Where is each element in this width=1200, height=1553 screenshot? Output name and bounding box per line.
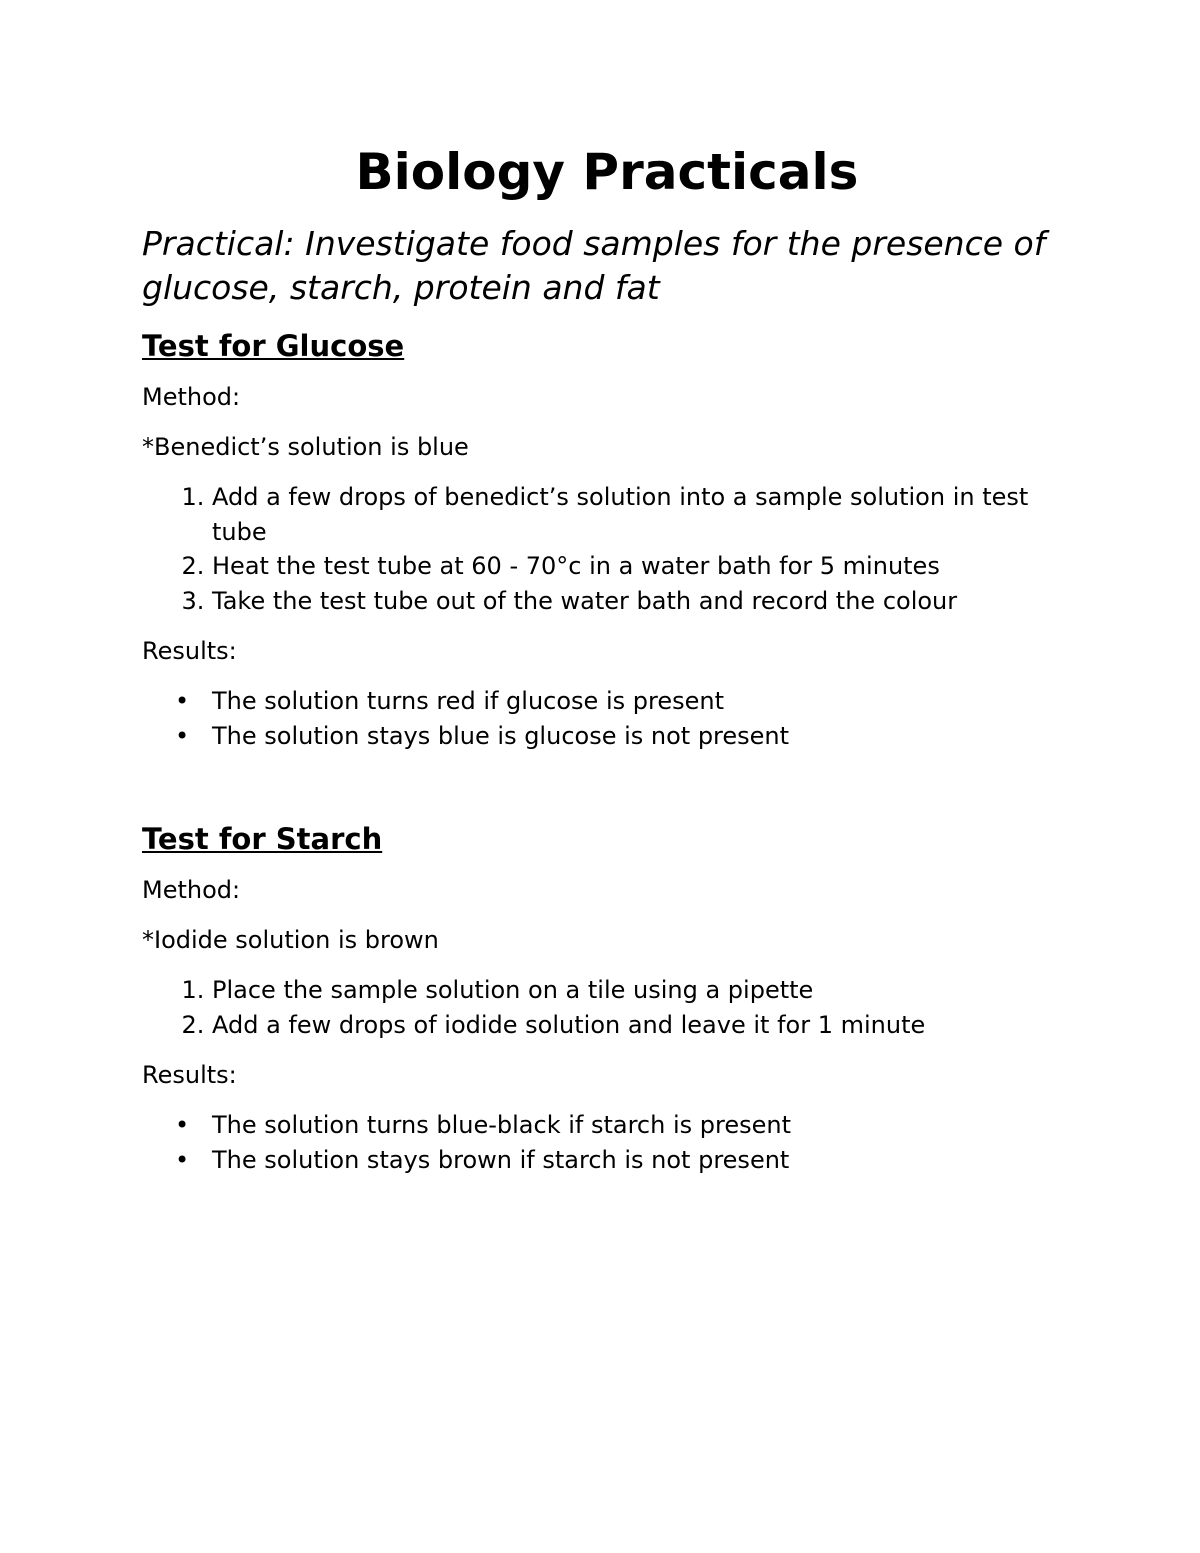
section-heading: Test for Glucose bbox=[142, 329, 405, 363]
result-text: The solution stays blue is glucose is not present bbox=[212, 721, 790, 750]
bullet-icon: • bbox=[175, 1145, 190, 1174]
bullet-icon: • bbox=[175, 1111, 190, 1139]
reagent-note: *Benedict’s solution is blue bbox=[142, 433, 469, 461]
results-label: Results: bbox=[142, 1061, 237, 1089]
practical-subtitle: Practical: Investigate food samples for the presence of glucose, starch, protein and fat bbox=[142, 224, 1046, 307]
method-steps bbox=[142, 973, 1072, 1042]
section-heading: Test for Starch bbox=[142, 822, 383, 856]
result-item bbox=[175, 1108, 1072, 1143]
method-step: 2. Heat the test tube at 60 - 70°c in a water bath for 5 minutes bbox=[212, 549, 1072, 584]
results-list bbox=[142, 684, 1072, 753]
section-glucose bbox=[142, 326, 1072, 753]
results-label: Results: bbox=[142, 637, 237, 665]
method-steps bbox=[142, 480, 1072, 618]
method-step: 1. Add a few drops of benedict’s solution into a sample solution in test tube bbox=[212, 480, 1072, 549]
method-step: 1. Place the sample solution on a tile using a pipette bbox=[212, 973, 1072, 1008]
results-list bbox=[142, 1108, 1072, 1177]
section-spacer bbox=[142, 753, 1072, 819]
reagent-note: *Iodide solution is brown bbox=[142, 926, 439, 954]
page-title: Biology Practicals bbox=[355, 143, 859, 201]
result-item bbox=[175, 719, 1072, 754]
method-step: 3. Take the test tube out of the water bath and record the colour bbox=[212, 584, 1072, 619]
section-starch bbox=[142, 819, 1072, 1177]
method-label: Method: bbox=[142, 383, 241, 411]
result-text: The solution turns blue-black if starch is present bbox=[212, 1111, 791, 1139]
result-text: The solution turns red if glucose is present bbox=[212, 687, 724, 715]
result-text: The solution stays brown if starch is not present bbox=[212, 1145, 790, 1174]
result-item bbox=[175, 684, 1072, 719]
method-label: Method: bbox=[142, 876, 241, 904]
result-item bbox=[175, 1143, 1072, 1178]
bullet-icon: • bbox=[175, 721, 190, 750]
method-step: 2. Add a few drops of iodide solution and leave it for 1 minute bbox=[212, 1008, 1072, 1043]
bullet-icon: • bbox=[175, 687, 190, 715]
document-page bbox=[142, 140, 1072, 1177]
